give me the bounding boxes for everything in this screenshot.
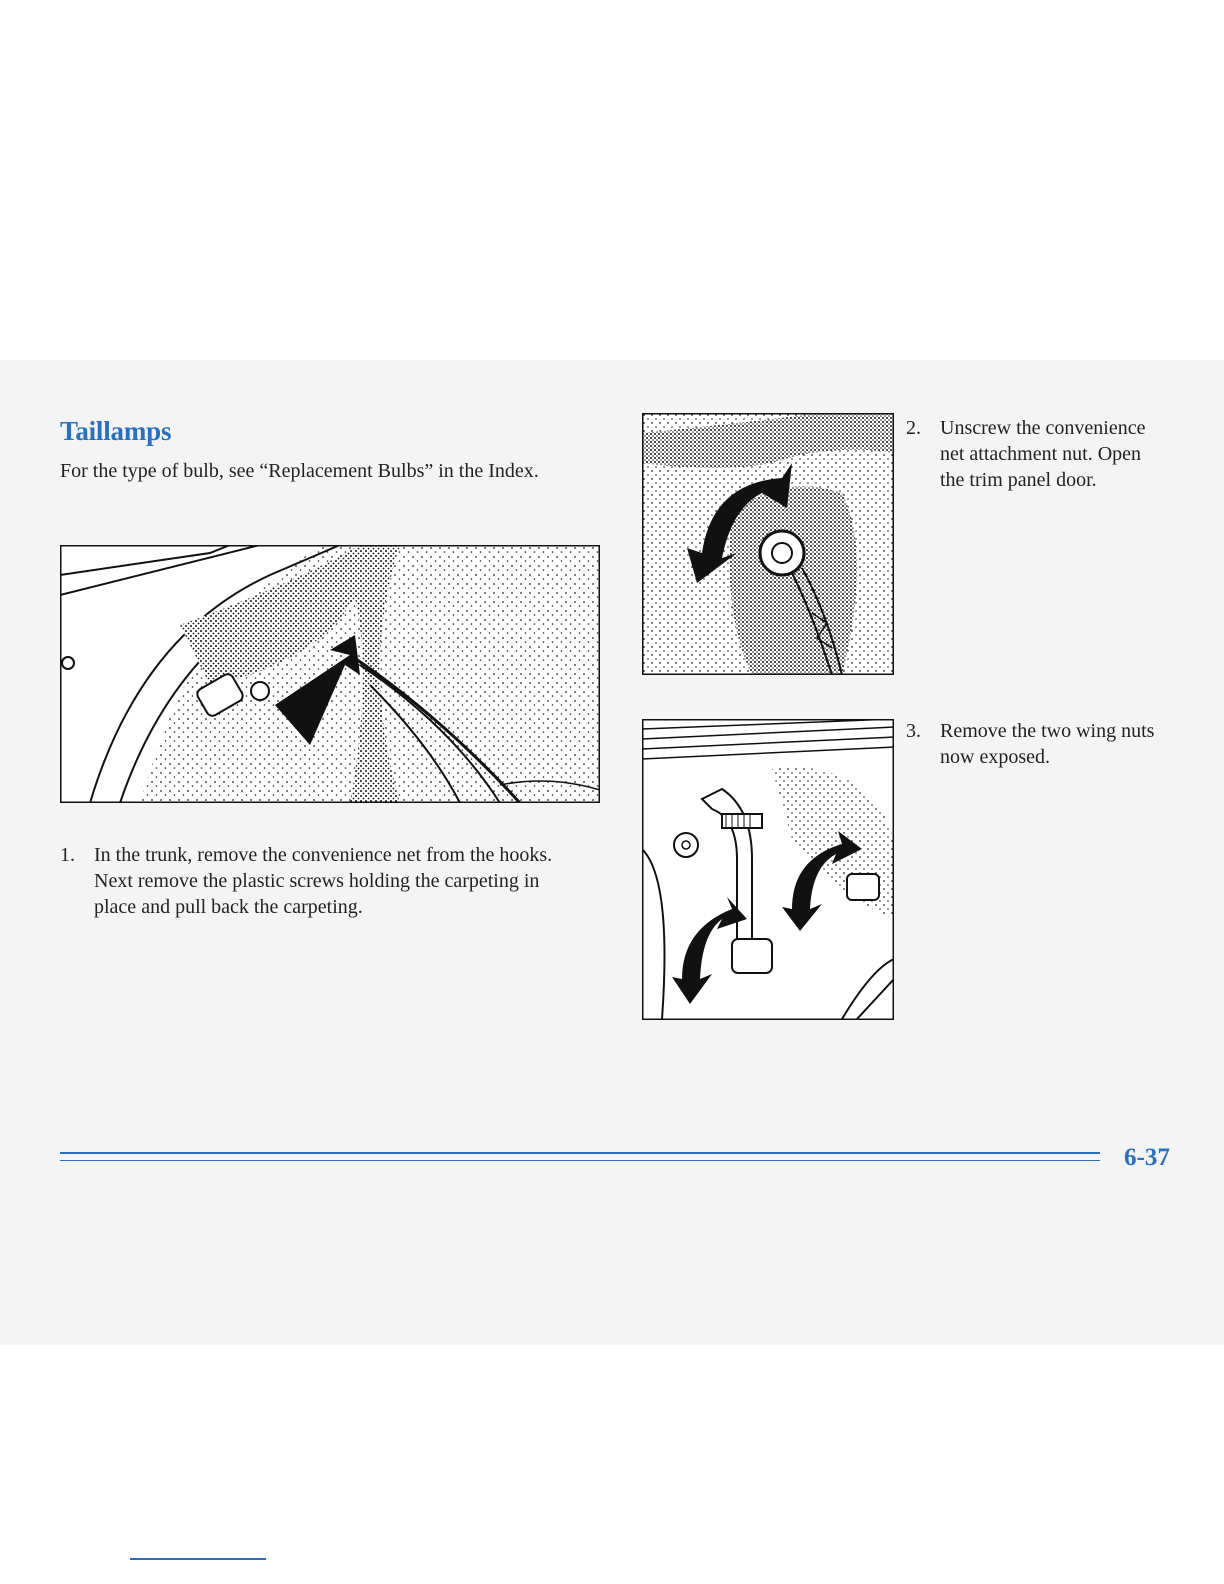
trunk-carpet-illustration (60, 545, 600, 803)
page-number: 6-37 (1124, 1144, 1170, 1171)
step-3-text: Remove the two wing nuts now exposed. (940, 720, 1155, 768)
step-3-number: 3. (906, 720, 921, 742)
step-2-number: 2. (906, 417, 921, 439)
step-1-number: 1. (60, 844, 75, 866)
section-title: Taillamps (60, 416, 172, 446)
step-2 (906, 415, 1156, 493)
step-2-text: Unscrew the convenience net attachment nut. Open the trim panel door. (940, 417, 1146, 491)
step-1 (60, 842, 580, 920)
step-3 (906, 718, 1166, 770)
intro-text: For the type of bulb, see “Replacement Bulbs” in the Index. (60, 460, 539, 482)
net-attachment-nut-illustration (642, 413, 894, 675)
footer-rule-bottom (60, 1160, 1100, 1161)
step-1-text: In the trunk, remove the convenience net from the hooks. Next remove the plastic screws holding the carpeting in place and pull back the carpeting. (94, 844, 553, 918)
scan-artifact-line (130, 1558, 266, 1560)
footer-rule-top (60, 1152, 1100, 1154)
wing-nuts-illustration (642, 719, 894, 1020)
